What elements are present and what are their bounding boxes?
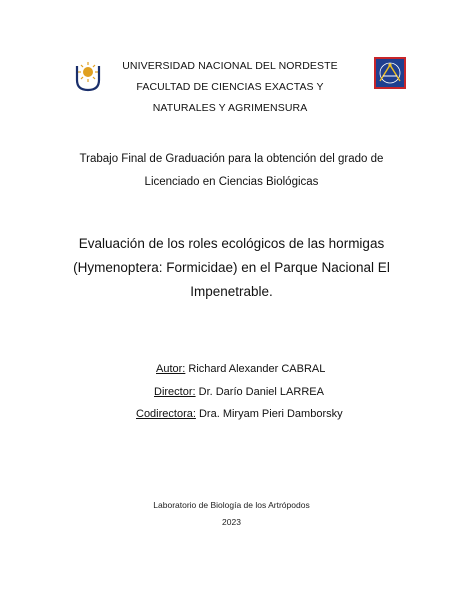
director-label: Director: [154,385,196,398]
university-logo-icon [74,58,102,92]
faculty-logo-icon [374,57,406,89]
institution-header [110,56,350,119]
title-line1: Evaluación de los roles ecológicos de las hormigas [78,236,385,251]
document-footer [100,497,363,531]
title-line3: Impenetrable. [190,284,273,299]
author-label: Autor: [156,363,186,375]
purpose-line2: Licenciado en Ciencias Biológicas [144,176,319,188]
header-faculty-line2: NATURALES Y AGRIMENSURA [152,102,308,114]
people-block [120,358,420,426]
author-name: Richard Alexander CABRAL [185,363,326,375]
author-row [120,358,420,381]
codirector-label: Codirectora: [136,408,196,420]
purpose-line1: Trabajo Final de Graduación para la obtención del grado de [79,153,384,165]
header-faculty-line1: FACULTAD DE CIENCIAS EXACTAS Y [136,81,324,93]
title-line2: (Hymenoptera: Formicidae) en el Parque Nacional El [73,260,390,275]
thesis-purpose [50,148,413,194]
director-name: Dr. Darío Daniel LARREA [195,385,324,398]
header-university: UNIVERSIDAD NACIONAL DEL NORDESTE [122,60,338,72]
codirector-name: Dra. Miryam Pieri Damborsky [195,408,343,420]
footer-lab: Laboratorio de Biología de los Artrópodos [153,500,310,510]
director-row [120,381,420,404]
codirector-row [120,403,420,426]
footer-year: 2023 [222,517,241,527]
thesis-title [50,232,413,304]
